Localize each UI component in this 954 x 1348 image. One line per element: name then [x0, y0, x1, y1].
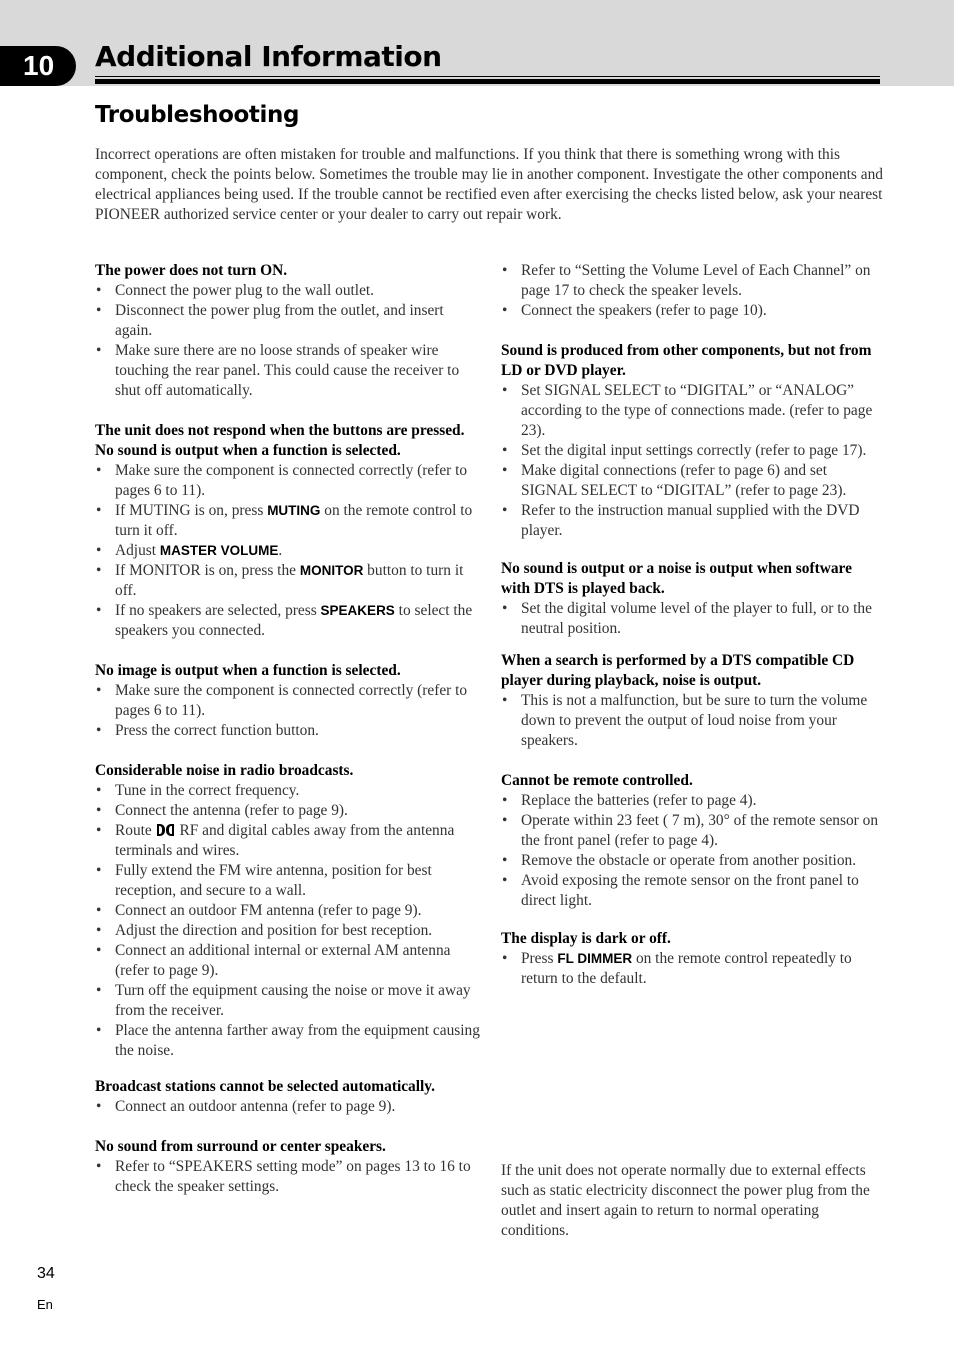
- problem-block: [501, 929, 881, 989]
- problem-heading: When a search is performed by a DTS compatible CD player during playback, noise is output.: [501, 652, 855, 689]
- solution-item: • Operate within 23 feet ( 7 m), 30° of the remote sensor on the front panel (refer to page 4).: [501, 811, 881, 851]
- problem-block: [95, 761, 480, 1061]
- problem-block: [501, 651, 881, 751]
- static-electricity-note: If the unit does not operate normally due to external effects such as static electricity disconnect the power plug from the outlet and insert again to return to normal operating conditions.: [501, 1162, 870, 1239]
- right-column: [501, 261, 881, 1009]
- solution-item: • Set the digital input settings correctly (refer to page 17).: [501, 441, 881, 461]
- solution-list: [95, 781, 480, 1061]
- solution-item: • Avoid exposing the remote sensor on the front panel to direct light.: [501, 871, 881, 911]
- problem-heading: No image is output when a function is selected.: [95, 662, 401, 679]
- problem-block: [95, 661, 480, 741]
- solution-text: If MUTING is on, press: [115, 502, 268, 519]
- problem-heading: The display is dark or off.: [501, 930, 671, 947]
- solution-text: Press: [521, 950, 558, 967]
- solution-list: [95, 281, 480, 401]
- solution-text: Adjust: [115, 542, 160, 559]
- solution-item: • Disconnect the power plug from the outlet, and insert again.: [95, 301, 480, 341]
- chapter-title: Additional Information: [95, 40, 442, 73]
- problem-heading: No sound is output or a noise is output when software with DTS is played back.: [501, 560, 852, 597]
- solution-text: to select the speakers you connected.: [115, 602, 473, 639]
- solution-text: RF and digital cables away from the antenna terminals and wires.: [115, 822, 455, 859]
- solution-list: [95, 461, 480, 641]
- problem-heading: Considerable noise in radio broadcasts.: [95, 762, 354, 779]
- page-number: 34: [37, 1265, 55, 1282]
- intro-paragraph: Incorrect operations are often mistaken for trouble and malfunctions. If you think that there is something wrong with this component, check the points below. Sometimes the trouble may lie in another component. Investigate the other components and electrical appliances being used. If the trouble cannot be rectified even after exercising the checks listed below, ask your nearest PIONEER authorized service center or your dealer to carry out repair work.: [95, 146, 883, 223]
- solution-item: • Fully extend the FM wire antenna, position for best reception, and secure to a wall.: [95, 861, 480, 901]
- solution-text: If no speakers are selected, press: [115, 602, 321, 619]
- solution-item: [95, 821, 480, 861]
- solution-item: • Press the correct function button.: [95, 721, 480, 741]
- solution-item: • Replace the batteries (refer to page 4).: [501, 791, 881, 811]
- solution-text: Route: [115, 822, 156, 839]
- solution-list: [95, 1157, 480, 1197]
- solution-item: • Set SIGNAL SELECT to “DIGITAL” or “ANALOG” according to the type of connections made. (refer to page 23).: [501, 381, 881, 441]
- section-title: Troubleshooting: [95, 102, 300, 128]
- solution-item: • Turn off the equipment causing the noise or move it away from the receiver.: [95, 981, 480, 1021]
- solution-list: [501, 599, 881, 639]
- left-column: [95, 261, 480, 1217]
- solution-list: [501, 261, 881, 321]
- solution-list: [501, 691, 881, 751]
- solution-text: .: [278, 542, 283, 559]
- problem-heading: Sound is produced from other components, but not from LD or DVD player.: [501, 342, 872, 379]
- solution-item: • Refer to the instruction manual supplied with the DVD player.: [501, 501, 881, 541]
- solution-item: • Connect the speakers (refer to page 10).: [501, 301, 881, 321]
- problem-block: [95, 1077, 480, 1117]
- muting-button-label: MUTING: [267, 503, 321, 518]
- solution-item: • Refer to “Setting the Volume Level of Each Channel” on page 17 to check the speaker levels.: [501, 261, 881, 301]
- header-rule-thick: [95, 79, 880, 84]
- problem-block: [95, 421, 480, 641]
- page-language: En: [37, 1297, 53, 1312]
- solution-item: • Adjust the direction and position for best reception.: [95, 921, 480, 941]
- monitor-button-label: MONITOR: [299, 563, 364, 578]
- solution-item: [95, 561, 480, 601]
- solution-item: • Place the antenna farther away from the equipment causing the noise.: [95, 1021, 480, 1061]
- solution-item: • Refer to “SPEAKERS setting mode” on pages 13 to 16 to check the speaker settings.: [95, 1157, 480, 1197]
- solution-item: • Connect an additional internal or external AM antenna (refer to page 9).: [95, 941, 480, 981]
- solution-list: [501, 791, 881, 911]
- solution-list: [95, 681, 480, 741]
- solution-text: button to turn it off.: [115, 562, 464, 599]
- solution-item: • Set the digital volume level of the player to full, or to the neutral position.: [501, 599, 881, 639]
- solution-item: • Connect an outdoor FM antenna (refer to page 9).: [95, 901, 480, 921]
- solution-list: [501, 381, 881, 541]
- problem-heading: The unit does not respond when the buttons are pressed.: [95, 422, 465, 439]
- problem-heading: No sound from surround or center speakers.: [95, 1138, 386, 1155]
- solution-item: [95, 541, 480, 561]
- solution-item: • Remove the obstacle or operate from another position.: [501, 851, 881, 871]
- speakers-button-label: SPEAKERS: [320, 603, 395, 618]
- solution-text: on the remote control to turn it off.: [115, 502, 473, 539]
- solution-item: • Connect the antenna (refer to page 9).: [95, 801, 480, 821]
- problem-block: [501, 341, 881, 541]
- solution-item: • Connect an outdoor antenna (refer to page 9).: [95, 1097, 480, 1117]
- problem-heading: Broadcast stations cannot be selected automatically.: [95, 1078, 435, 1095]
- chapter-number-tab: 10: [0, 46, 76, 86]
- problem-heading: The power does not turn ON.: [95, 262, 288, 279]
- solution-item: • Tune in the correct frequency.: [95, 781, 480, 801]
- problem-block: [501, 559, 881, 639]
- solution-item: • This is not a malfunction, but be sure to turn the volume down to prevent the output of loud noise from your speakers.: [501, 691, 881, 751]
- solution-list: [95, 1097, 480, 1117]
- dolby-digital-icon: [157, 824, 175, 836]
- master-volume-label: MASTER VOLUME: [159, 543, 279, 558]
- solution-item: [95, 501, 480, 541]
- fl-dimmer-button-label: FL DIMMER: [557, 951, 633, 966]
- solution-list: [501, 949, 881, 989]
- solution-item: • Make sure the component is connected correctly (refer to pages 6 to 11).: [95, 681, 480, 721]
- problem-block: [501, 771, 881, 911]
- solution-text: If MONITOR is on, press the: [115, 562, 300, 579]
- solution-text: on the remote control repeatedly to return to the default.: [521, 950, 852, 987]
- solution-item: [501, 949, 881, 989]
- solution-item: • Make digital connections (refer to page 6) and set SIGNAL SELECT to “DIGITAL” (refer to page 23).: [501, 461, 881, 501]
- header-rule-thin: [95, 76, 880, 77]
- problem-heading: No sound is output when a function is selected.: [95, 442, 401, 459]
- solution-item: • Connect the power plug to the wall outlet.: [95, 281, 480, 301]
- problem-heading: Cannot be remote controlled.: [501, 772, 693, 789]
- solution-item: [95, 601, 480, 641]
- problem-block: [95, 261, 480, 401]
- problem-block: [501, 261, 881, 321]
- solution-item: • Make sure there are no loose strands of speaker wire touching the rear panel. This could cause the receiver to shut off automatically.: [95, 341, 480, 401]
- solution-item: • Make sure the component is connected correctly (refer to pages 6 to 11).: [95, 461, 480, 501]
- problem-block: [95, 1137, 480, 1197]
